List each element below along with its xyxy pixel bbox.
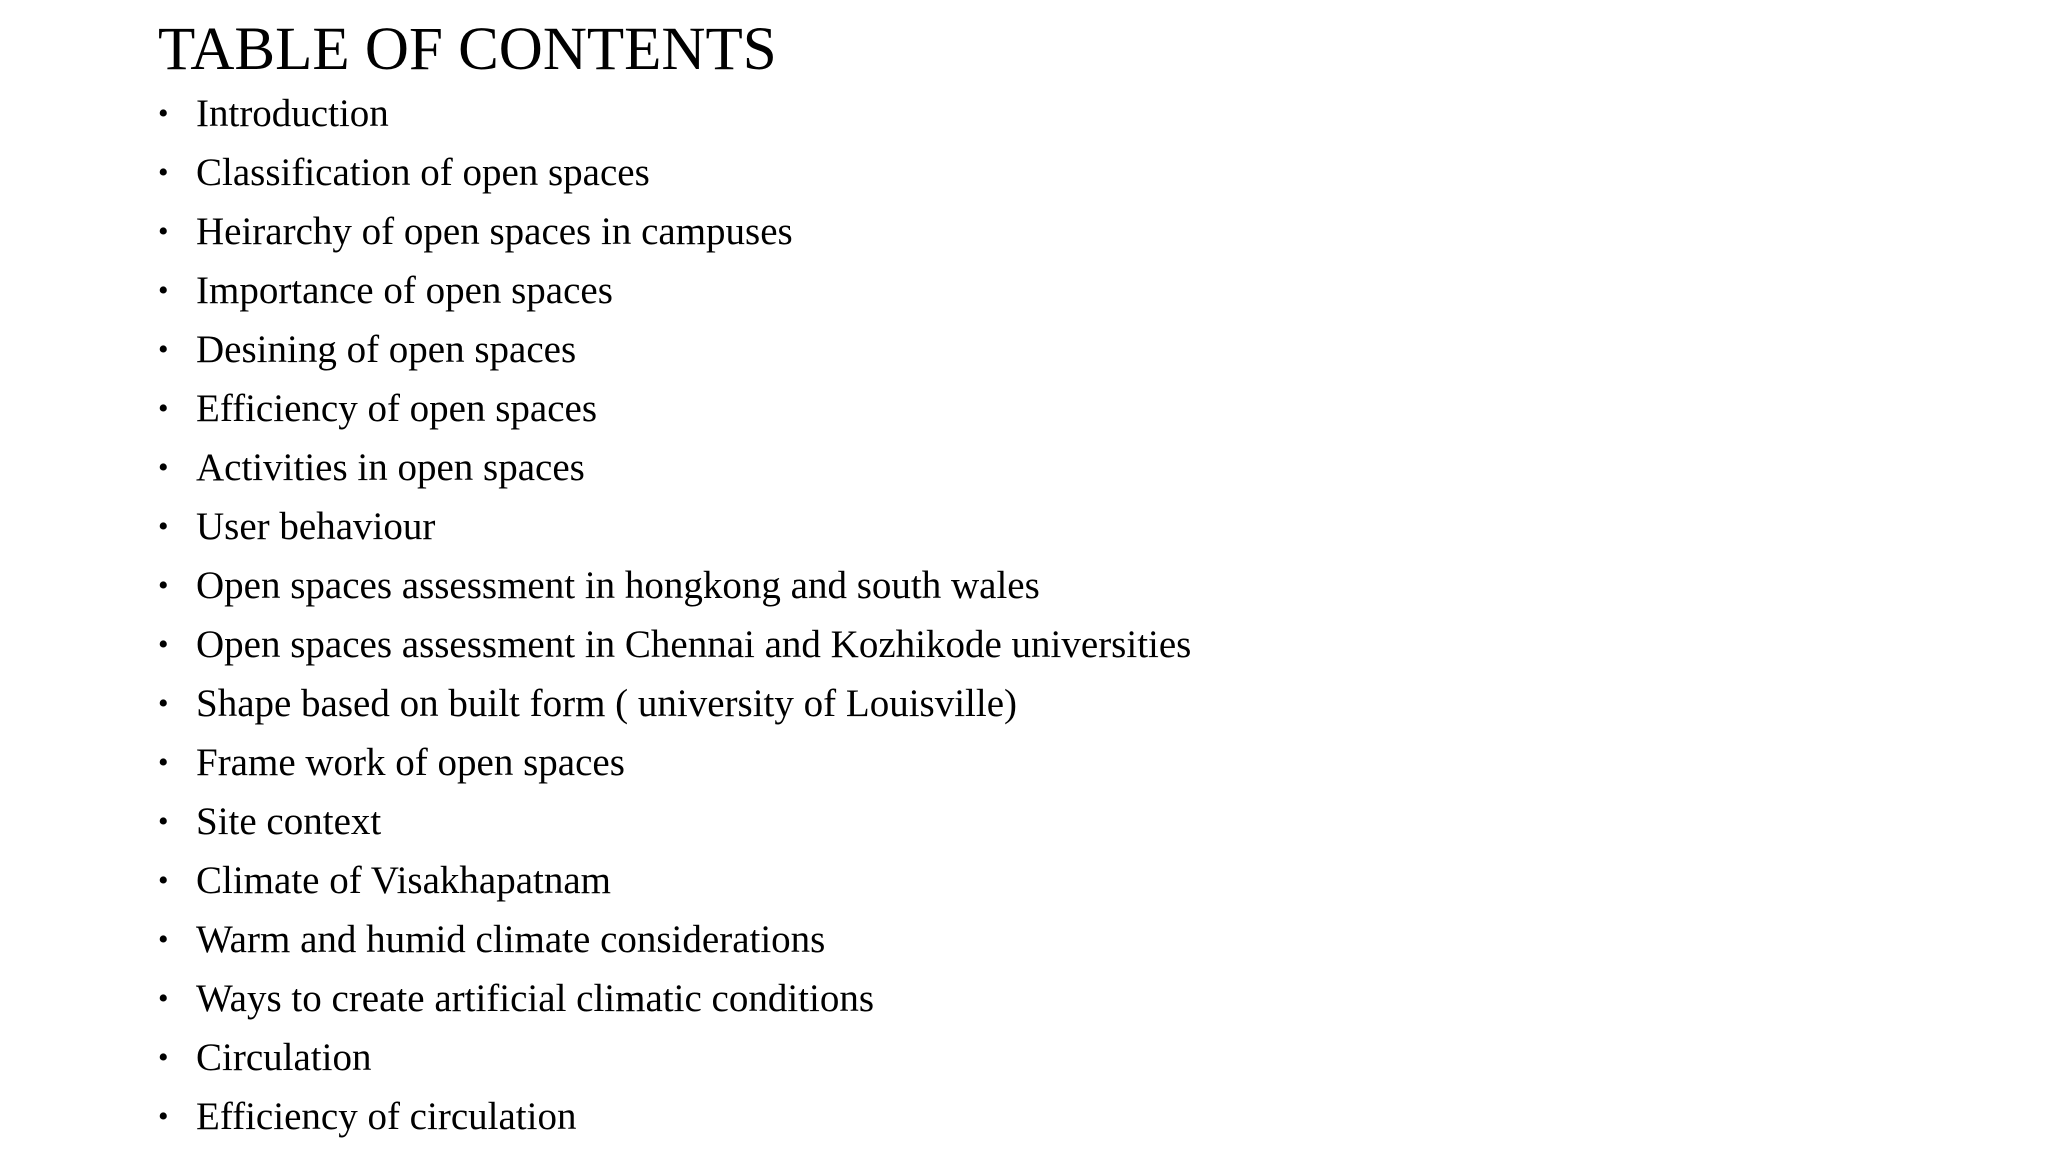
list-item-label: Efficiency of open spaces <box>196 387 598 430</box>
bullet-icon: • <box>158 156 169 189</box>
list-item-label: Frame work of open spaces <box>196 741 625 784</box>
list-item <box>158 910 1191 969</box>
list-item <box>158 261 1191 320</box>
bullet-icon: • <box>158 215 169 248</box>
list-item <box>158 1087 1191 1146</box>
list-item-label: Efficiency of circulation <box>196 1095 577 1138</box>
table-of-contents-list <box>158 84 1191 1146</box>
list-item <box>158 1028 1191 1087</box>
list-item-label: Warm and humid climate considerations <box>196 918 826 961</box>
bullet-icon: • <box>158 451 169 484</box>
list-item <box>158 320 1191 379</box>
bullet-icon: • <box>158 1100 169 1133</box>
list-item-label: Site context <box>196 800 382 843</box>
list-item <box>158 84 1191 143</box>
list-item-label: Heirarchy of open spaces in campuses <box>196 210 793 253</box>
bullet-icon: • <box>158 628 169 661</box>
list-item <box>158 674 1191 733</box>
list-item <box>158 438 1191 497</box>
list-item <box>158 792 1191 851</box>
list-item-label: Open spaces assessment in hongkong and south wales <box>196 564 1040 607</box>
list-item <box>158 202 1191 261</box>
bullet-icon: • <box>158 1041 169 1074</box>
bullet-icon: • <box>158 510 169 543</box>
list-item-label: Open spaces assessment in Chennai and Kozhikode universities <box>196 623 1192 666</box>
list-item <box>158 556 1191 615</box>
bullet-icon: • <box>158 923 169 956</box>
list-item-label: Circulation <box>196 1036 372 1079</box>
bullet-icon: • <box>158 333 169 366</box>
list-item <box>158 969 1191 1028</box>
bullet-icon: • <box>158 97 169 130</box>
list-item <box>158 379 1191 438</box>
list-item-label: Climate of Visakhapatnam <box>196 859 612 902</box>
list-item <box>158 497 1191 556</box>
list-item-label: Importance of open spaces <box>196 269 613 312</box>
list-item-label: Desining of open spaces <box>196 328 577 371</box>
bullet-icon: • <box>158 982 169 1015</box>
bullet-icon: • <box>158 746 169 779</box>
page-title: TABLE OF CONTENTS <box>158 16 777 83</box>
bullet-icon: • <box>158 569 169 602</box>
list-item-label: Activities in open spaces <box>196 446 585 489</box>
list-item <box>158 143 1191 202</box>
bullet-icon: • <box>158 392 169 425</box>
list-item-label: User behaviour <box>196 505 436 548</box>
list-item-label: Shape based on built form ( university of Louisville) <box>196 682 1018 725</box>
bullet-icon: • <box>158 274 169 307</box>
bullet-icon: • <box>158 805 169 838</box>
list-item-label: Ways to create artificial climatic conditions <box>196 977 875 1020</box>
list-item <box>158 733 1191 792</box>
list-item-label: Introduction <box>196 92 389 135</box>
bullet-icon: • <box>158 864 169 897</box>
list-item <box>158 851 1191 910</box>
list-item <box>158 615 1191 674</box>
bullet-icon: • <box>158 687 169 720</box>
list-item-label: Classification of open spaces <box>196 151 650 194</box>
